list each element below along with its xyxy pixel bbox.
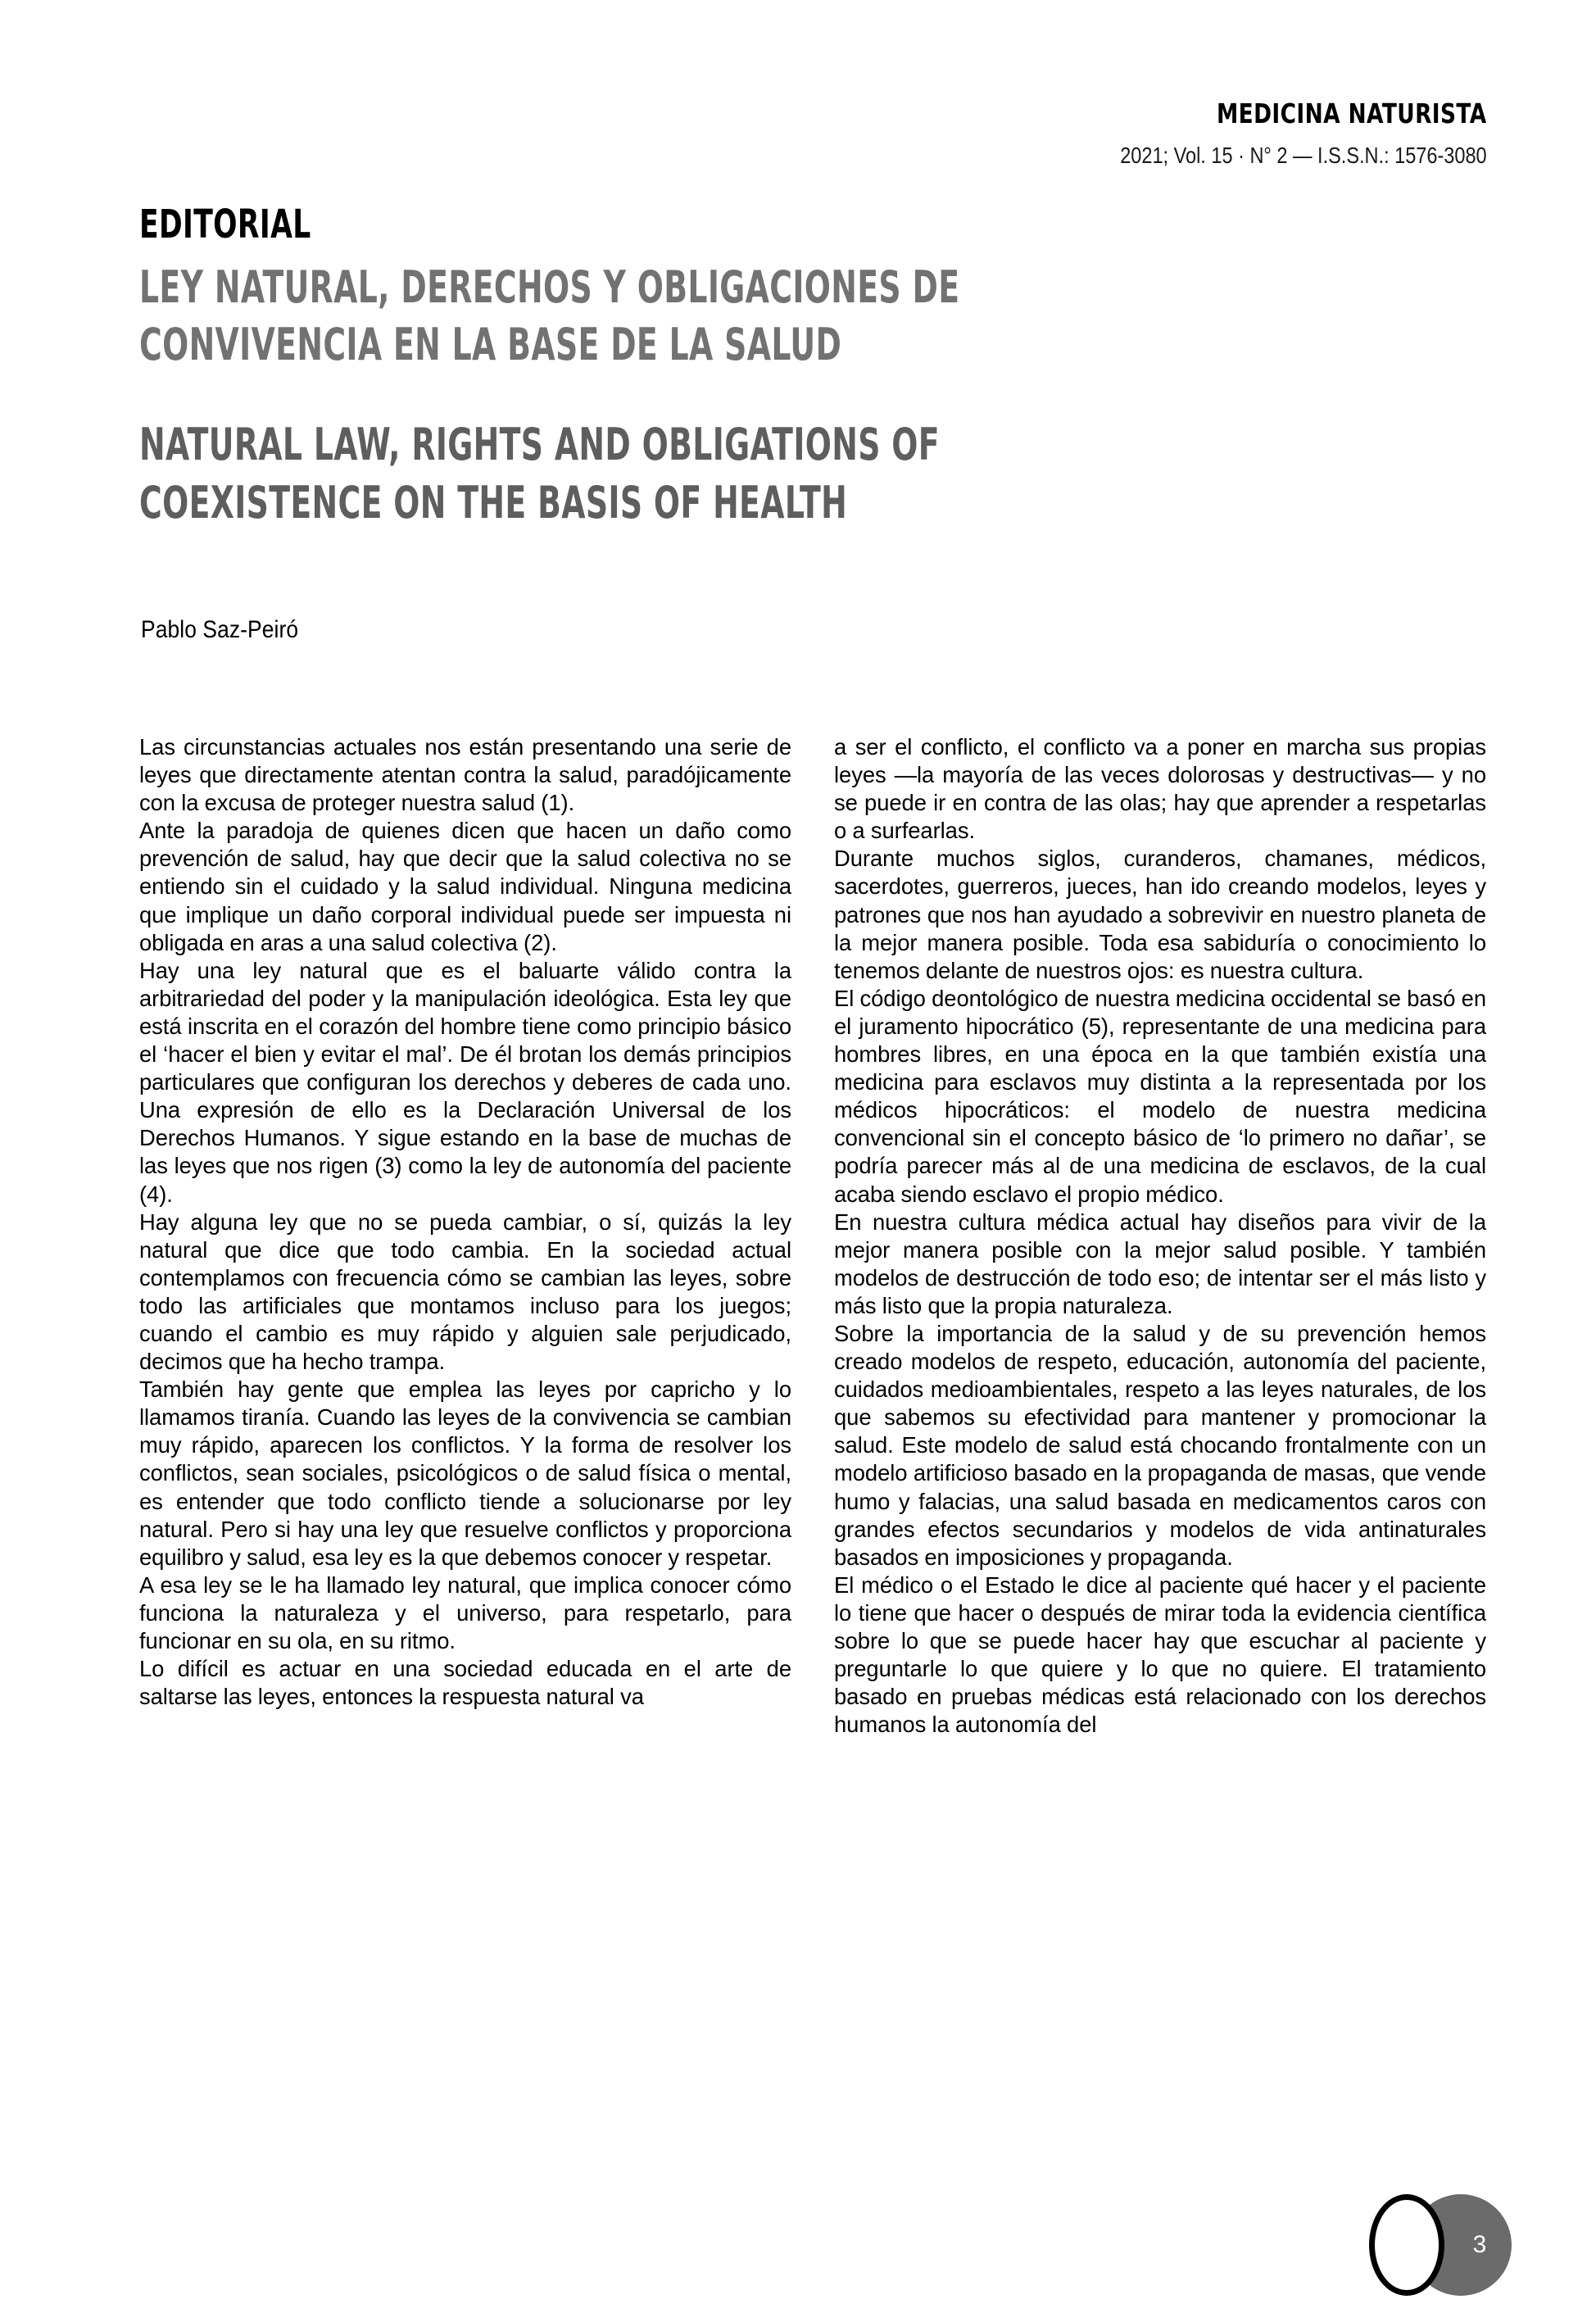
- folio-ring-icon: [1369, 2194, 1444, 2296]
- author-name: Pablo Saz-Peiró: [141, 616, 299, 643]
- paragraph: El médico o el Estado le dice al paciente qué hacer y el paciente lo tiene que hacer o después de mirar toda la evidencia científica sobre lo que se puede hacer hay que escuchar al paciente y preguntarle lo que quiere y lo que no quiere. El tratamiento basado en pruebas médicas está relacionado con los derechos humanos la autonomía del: [834, 1571, 1486, 1738]
- title-block: [139, 202, 1385, 532]
- section-kicker: EDITORIAL: [139, 202, 311, 247]
- body-columns: [139, 733, 1489, 2151]
- issue-line: 2021; Vol. 15 · N° 2 — I.S.S.N.: 1576-3080: [1120, 143, 1487, 169]
- paragraph: A esa ley se le ha llamado ley natural, que implica conocer cómo funciona la naturaleza y el universo, para respetarlo, para funcionar en su ola, en su ritmo.: [139, 1571, 791, 1653]
- masthead: [1050, 97, 1487, 170]
- page-folio: [1362, 2193, 1526, 2299]
- title-spanish: [139, 259, 1385, 374]
- paragraph: El código deontológico de nuestra medicina occidental se basó en el juramento hipocrático (5), representante de una medicina para hombres libres, en una época en la que también existía una medicina para esclavos muy distinta a la representada por los médicos hipocráticos: el modelo de nuestra medicina convencional sin el concepto básico de ‘lo primero no dañar’, se podría parecer más al de una medicina de esclavos, de la cual acaba siendo esclavo el propio médico.: [834, 985, 1486, 1207]
- paragraph: En nuestra cultura médica actual hay diseños para vivir de la mejor manera posible con la mejor salud posible. Y también modelos de destrucción de todo eso; de intentar ser el más listo y más listo que la propia naturaleza.: [834, 1209, 1486, 1318]
- title-english-line: NATURAL LAW, RIGHTS AND OBLIGATIONS OF: [139, 419, 940, 471]
- title-spanish-line: CONVIVENCIA EN LA BASE DE LA SALUD: [139, 319, 842, 371]
- column-right: [834, 733, 1489, 2151]
- paragraph: Hay alguna ley que no se pueda cambiar, o sí, quizás la ley natural que dice que todo cambia. En la sociedad actual contemplamos con frecuencia cómo se cambian las leyes, sobre todo las artificiales que montamos incluso para los juegos; cuando el cambio es muy rápido y alguien sale perjudicado, decimos que ha hecho trampa.: [139, 1209, 791, 1375]
- paragraph: Hay una ley natural que es el baluarte válido contra la arbitrariedad del poder y la manipulación ideológica. Esta ley que está inscrita en el corazón del hombre tiene como principio básico el ‘hacer el bien y evitar el mal’. De él brotan los demás principios particulares que configuran los derechos y deberes de cada uno. Una expresión de ello es la Declaración Universal de los Derechos Humanos. Y sigue estando en la base de muchas de las leyes que nos rigen (3) como la ley de autonomía del paciente (4).: [139, 957, 791, 1207]
- journal-title: MEDICINA NATURISTA: [1217, 98, 1487, 129]
- paragraph: Lo difícil es actuar en una sociedad educada en el arte de saltarse las leyes, entonces la respuesta natural va: [139, 1656, 791, 1710]
- title-english: [139, 416, 1385, 531]
- paragraph: Sobre la importancia de la salud y de su prevención hemos creado modelos de respeto, educación, autonomía del paciente, cuidados medioambientales, respeto a las leyes naturales, de los que sabemos su efectividad para mantener y promocionar la salud. Este modelo de salud está chocando frontalmente con un modelo artificioso basado en la propaganda de masas, que vende humo y falacias, una salud basada en medicamentos caros con grandes efectos secundarios y modelos de vida antinaturales basados en imposiciones y propaganda.: [834, 1320, 1486, 1570]
- column-left: [139, 733, 795, 2151]
- paragraph: Las circunstancias actuales nos están presentando una serie de leyes que directamente atentan contra la salud, paradójicamente con la excusa de proteger nuestra salud (1).: [139, 734, 791, 816]
- paragraph: También hay gente que emplea las leyes por capricho y lo llamamos tiranía. Cuando las leyes de la convivencia se cambian muy rápido, aparecen los conflictos. Y la forma de resolver los conflictos, sean sociales, psicológicos o de salud física o mental, es entender que todo conflicto tiende a solucionarse por ley natural. Pero si hay una ley que resuelve conflictos y proporciona equilibro y salud, esa ley es la que debemos conocer y respetar.: [139, 1376, 791, 1570]
- paragraph: Ante la paradoja de quienes dicen que hacen un daño como prevención de salud, hay que decir que la salud colectiva no se entiendo sin el cuidado y la salud individual. Ninguna medicina que implique un daño corporal individual puede ser impuesta ni obligada en aras a una salud colectiva (2).: [139, 818, 791, 955]
- page-number: 3: [1472, 2231, 1487, 2258]
- title-spanish-line: LEY NATURAL, DERECHOS Y OBLIGACIONES DE: [139, 261, 960, 313]
- paragraph: a ser el conflicto, el conflicto va a poner en marcha sus propias leyes —la mayoría de las veces dolorosas y destructivas— y no se puede ir en contra de las olas; hay que aprender a respetarlas o a surfearlas.: [834, 734, 1486, 844]
- paragraph: Durante muchos siglos, curanderos, chamanes, médicos, sacerdotes, guerreros, jueces, han ido creando modelos, leyes y patrones que nos han ayudado a sobrevivir en nuestro planeta de la mejor manera posible. Toda esa sabiduría o conocimiento lo tenemos delante de nuestros ojos: es nuestra cultura.: [834, 846, 1486, 983]
- title-english-line: COEXISTENCE ON THE BASIS OF HEALTH: [139, 476, 848, 528]
